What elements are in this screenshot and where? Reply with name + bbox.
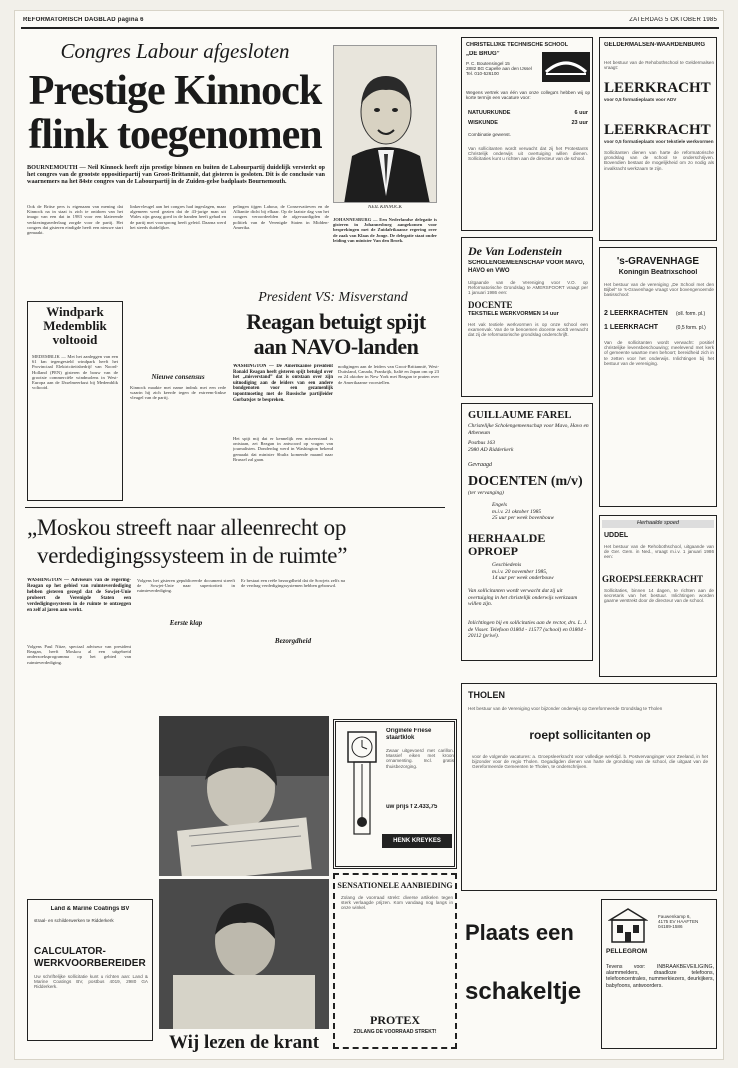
cts-address: P. C. Boutensingel 15 2882 BG Capelle aan den IJssel Tel. 010-526100	[466, 61, 532, 77]
geld-body: Sollicitanten dienen van harte de reformatorische grondslag van de school te onderschrijven. Bovendien bestaat de mogelijkheid om zo nodig als invalkracht werkzaam te zijn.	[604, 150, 714, 171]
tholen-body: voor de volgende vacatures: a. Groepsleerkracht voor volledige werktijd. b. Postvervanginger voor Zeeland, in het bijzonder voor de regio Tholen. Gegadigden dienen van harte de grondslag van de school, die uitgaat van de Gereformeerde Gemeenten te Tholen, te onderschrijven.	[472, 754, 708, 770]
geld-job-1-sub: voor 0,5 formatieplaats voor ADV	[604, 97, 677, 102]
geld-intro: Het bestuur van de Rehobothschool te Geldermalsen vraagt:	[604, 60, 714, 71]
ad-van-lodenstein	[461, 237, 593, 397]
cts-subject-2: WISKUNDE	[468, 120, 498, 126]
windpark-text: MEDEMBLIK — Met het aanleggen van een 61 km tegengesteld windpark heeft het Provinciaal Elektriciteitsbedrijf van Noord-Holland (PEN) gisteren de bouw van de grootste commerciële windmolens in West-Europa aan de IJsselmeerkust bij Medemblik voltooid.	[32, 354, 118, 391]
lodenstein-body: Het vak textiele werkvormen is op onze school een examenvak. Van de te benoemen docente wordt verwacht dat zij de reformatorische grondslag onderschrijft.	[468, 322, 588, 338]
gravenhage-title: 's-GRAVENHAGE	[616, 256, 700, 267]
kreykes-shop: HENK KREYKES	[382, 834, 452, 848]
reagan-headline-line2: aan NAVO-landen	[253, 334, 419, 359]
kinnock-caption: NEIL KINNOCK	[368, 205, 402, 210]
pellegrom-text: Tevens voor: INBRAAKBEVEILIGING, alarmmelders, draadloze telefoons, telefooncentrales, nummerkiezers, deurkijkers, babyfoons, antwoorders.	[606, 964, 714, 989]
gravenhage-job-2: 1 LEERKRACHT	[604, 324, 659, 331]
coatings-job-line2: WERKVOORBEREIDER	[34, 958, 146, 969]
coatings-body: Uw schriftelijke sollicitatie kunt u richten aan: Land & Marine Coatings BV, postbus 4019, 2980 GA Ridderkerk.	[34, 974, 148, 990]
de-brug-logo-icon	[542, 52, 590, 82]
schakeltje-line-2: schakeltje	[465, 978, 582, 1005]
children-photo-bottom	[159, 879, 329, 1029]
gravenhage-job-1: 2 LEERKRACHTEN	[604, 310, 668, 317]
protex-logo: PROTEX	[369, 1013, 420, 1027]
farel-name: GUILLAUME FAREL	[468, 410, 572, 421]
krant-slogan: Wij lezen de krant	[168, 1032, 320, 1053]
cts-combination: Combinatie gewenst.	[468, 132, 511, 137]
uddel-body: Sollicitaties, binnen 14 dagen, te richten aan de secretaris van het bestuur. Inlichtingen worden gaarne verstrekt door de directeur van de school.	[604, 588, 714, 604]
child-newspaper-image	[159, 879, 329, 1029]
pellegrom-name: PELLEGROM	[606, 948, 648, 955]
herhaalde-line-1: HERHAALDE	[468, 532, 546, 545]
kreykes-text: Zwaar uitgevoerd met carillon. Massief eiken met kroon ornamenting. Incl. gratis thuisbezorging.	[386, 748, 454, 769]
farel-type: Christelijke Scholengemeenschap voor Mavo, Havo en Atheneum	[468, 423, 589, 436]
page-header-right: ZATERDAG 5 OKTOBER 1985	[629, 17, 717, 23]
uddel-title: UDDEL	[604, 532, 629, 539]
cts-body: Van sollicitanten wordt verwacht dat zij het Protestants Christelijk onderwijs uit overtuiging willen dienen. Sollicitaties kunt u richten aan de directeur van de school.	[468, 146, 588, 162]
page-header-left: REFORMATORISCH DAGBLAD pagina 6	[23, 17, 144, 23]
coatings-name: Land & Marine Coatings BV	[50, 906, 130, 912]
geld-job-1: LEERKRACHT	[604, 80, 711, 96]
herhaalde-text: Van sollicitanten wordt verwacht dat zij uit overtuiging in het christelijk onderwijs werkzaam willen zijn.	[468, 588, 578, 607]
johannesburg-brief: JOHANNESBURG — Een Nederlandse delegatie is gisteren in Johannesburg aangekomen voor besprekingen met de Zuidafrikaanse regering over de zaak van Klaas de Jonge. De delegatie staat onder leiding van minister Van den Broek.	[333, 217, 437, 243]
lodenstein-docente-sub: TEKSTIELE WERKVORMEN 14 uur	[468, 311, 559, 317]
protex-slogan: ZOLANG DE VOORRAAD STREKT!	[353, 1029, 437, 1035]
uddel-spoed: Herhaalde spoed	[602, 520, 714, 528]
herhaalde-line-2: OPROEP	[468, 545, 518, 558]
geld-job-2: LEERKRACHT	[604, 122, 711, 138]
geld-job-2-sub: voor 0,5 formatieplaats voor tekstiele werkvormen	[604, 139, 714, 144]
kinnock-kicker: Congres Labour afgesloten	[60, 39, 290, 63]
gravenhage-school: Koningin Beatrixschool	[618, 269, 698, 276]
reagan-column-2: nodigingen aan de leiders van Groot-Brittannië, West-Duitsland, Canada, Frankrijk, Italië en Japan om op 23 en 24 oktober in New York met Reagan te praten over de Amerikaanse voorstellen.	[338, 364, 439, 385]
lodenstein-name: De Van Lodenstein	[468, 244, 563, 258]
ad-pellegrom	[601, 899, 717, 1049]
cts-intro: Wegens vertrek van één van onze collega's hebben wij op korte termijn een vacature voor:	[466, 90, 590, 101]
cts-subject-1: NATUURKUNDE	[468, 110, 511, 116]
moskou-subhead-eerste-klap: Eerste klap	[169, 619, 203, 627]
kinnock-column-2b: Kinnock maakte met name indruk met een rede waarin hij zich keerde tegen de extreem-linkse vleugel van de partij.	[130, 385, 226, 401]
kinnock-subhead-consensus: Nieuwe consensus	[151, 373, 205, 381]
reagan-column-1b: Het spijt mij dat er kennelijk een misverstand is ontstaan, zei Reagan in antwoord op vragen van journalisten. Donderdag werd in Washington bekend gemaakt dat minister Shultz komende maand naar Brussel zal gaan.	[233, 436, 333, 462]
farel-gevraagd: Gevraagd	[468, 462, 492, 468]
coatings-ad	[27, 899, 153, 1041]
newspaper-page	[14, 10, 724, 1060]
farel-address: Postbus 163 2980 AD Ridderkerk	[468, 440, 514, 453]
pellegrom-building-icon	[608, 906, 648, 946]
lodenstein-docente: DOCENTE	[468, 300, 513, 310]
kreykes-price: uw prijs f 2.433,75	[386, 804, 438, 810]
ad-schakeltje	[461, 899, 597, 1049]
pellegrom-address: Fauwenkamp 6, 4175 EV HAAFTEN 04189-1586	[658, 914, 699, 930]
aanbieding-ad	[333, 873, 457, 1049]
kreykes-title: Originele Friese staartklok	[386, 728, 432, 741]
cts-school: CHRISTELIJKE TECHNISCHE SCHOOL	[466, 42, 569, 48]
moskou-column-3: Er bestaat een reële bezorgdheid dat de Sowjets zelfs na de verdrag verdedigingssystemen hebben gebouwd.	[241, 578, 345, 589]
kinnock-headline-line2: flink toegenomen	[28, 113, 322, 158]
cts-hours-2: 23 uur	[571, 120, 588, 126]
gravenhage-job-2-sub: (0,5 form. pl.)	[676, 325, 706, 331]
aanbieding-list: Zolang de voorraad strekt: diverse artikelen tegen sterk verlaagde prijzen. Kom vandaag nog langs in onze winkel.	[341, 895, 453, 911]
gravenhage-body: Van de sollicitanten wordt verwacht: positief christelijke levensbeschouwing; meelevend met kerk of gemeente waartoe men behoort; bereidheid zich in te zetten voor het onderwijs. Inlichtingen bij het bestuur van de vereniging.	[604, 340, 714, 366]
moskou-headline-line1: „Moskou streeft naar alleenrecht op	[27, 515, 347, 540]
kreykes-ad	[333, 719, 457, 869]
kinnock-lead: BOURNEMOUTH — Neil Kinnock heeft zijn prestige binnen en buiten de Labourpartij duidelijk versterkt op het congres van de grootste oppositiepartij van Groot-Brittannië, dat gisteren is gesloten. Dit is de conclusie van waarnemers na het 84ste congres van de Labourpartij in de Zuiden-gelse badplaats Bournemouth.	[27, 164, 325, 186]
friese-clock-icon	[344, 730, 380, 840]
gravenhage-intro: Het bestuur van de vereniging „De School met den Bijbel” te 's-Gravenhage vraagt voor bovengenoemde basisschool:	[604, 282, 714, 298]
geld-title: GELDERMALSEN-WAARDENBURG	[604, 42, 705, 48]
reagan-lead: WASHINGTON — De Amerikaanse president Ronald Reagan heeft gisteren spijt betuigd over het „misverstand” dat is ontstaan over zijn uitnodiging aan de leiders van een andere bondgenoten voor een gezamenlijk topontmoeting met de Russische partijleider Gorbatsjov te bespreken.	[233, 364, 333, 403]
ad-guillaume-farel	[461, 403, 593, 661]
windpark-box	[27, 301, 123, 501]
kinnock-column-2: linkervleugel aan het congres had ingeslagen, maar algemeen werd gezien dat de 43-jarige man uit Wales zijn gezag goed in de handen heeft gehad en de partij met voorsprong heeft geleid. Daarna werd het steeds duidelijker.	[130, 204, 226, 230]
uddel-intro: Het bestuur van de Rehobothschool, uitgaande van de Ger. Gem. in Ned., vraagt m.i.v. 1 januari 1986 een:	[604, 544, 714, 560]
cts-name: „DE BRUG”	[466, 51, 500, 57]
kinnock-photo	[333, 45, 437, 203]
farel-engels: Engels m.i.v. 21 oktober 1985 25 uur per week bovenbouw	[492, 502, 555, 521]
farel-job: DOCENTEN (m/v)	[468, 474, 583, 489]
kinnock-portrait-image	[334, 46, 437, 203]
moskou-column-2: Volgens het gisteren gepubliceerde document streeft de Sowjet-Unie naar superioriteit in ruimteverdediging.	[137, 578, 235, 594]
windpark-headline: Windpark Medemblik voltooid	[43, 305, 107, 347]
lodenstein-intro: Uitgaande van de Vereniging voor V.O. op Reformatorische Grondslag te AMERSFOORT vraagt per 1 januari 1986 een:	[468, 280, 588, 296]
tholen-title: THOLEN	[468, 690, 505, 700]
gravenhage-job-1-sub: (oll. form. pl.)	[676, 311, 706, 317]
reagan-kicker: President VS: Misverstand	[258, 290, 408, 305]
ad-s-gravenhage	[599, 247, 717, 507]
moskou-column-1: Volgens Paul Nitze, speciaal adviseur van president Reagan, heeft Moskou al een uitgebreid onderzoeksprogramma op het gebied van ruimteverdediging.	[27, 644, 131, 665]
herhaalde-contact: Inlichtingen bij en sollicitaties aan de rector, drs. L. J. de Visser. Telefoon 01804 - 11577 (school) en 01804 - 20112 (privé).	[468, 620, 588, 639]
moskou-lead: WASHINGTON — Adviseurs van de regering-Reagan op het gebied van ruimteverdediging hebben gisteren gezegd dat de Sowjet-Unie probeert de Verenigde Staten een verdedigingssysteem in de ruimte te ontzeggen en zelf al jaren aan werkt.	[27, 578, 131, 613]
schakeltje-line-1: Plaats een	[465, 920, 574, 945]
ad-cts-de-brug	[461, 37, 593, 231]
moskou-top-rule	[25, 507, 445, 508]
coatings-intro: straal- en schilderwerken te Ridderkerk	[34, 918, 114, 923]
ad-geldermalsen	[599, 37, 717, 241]
children-photo-top	[159, 716, 329, 876]
moskou-headline-line2: verdedigingssysteem in de ruimte”	[37, 543, 348, 568]
aanbieding-title: SENSATIONELE AANBIEDING	[337, 881, 453, 890]
coatings-job-line1: CALCULATOR-	[34, 946, 106, 957]
ad-uddel	[599, 515, 717, 677]
herhaalde-vak: Geschiedenis m.i.v. 20 november 1985, 14 uur per week onderbouw	[492, 562, 554, 581]
lodenstein-type: SCHOLENGEMEENSCHAP VOOR MAVO, HAVO en VWO	[468, 260, 585, 274]
ad-tholen	[461, 683, 717, 891]
child-reading-image	[159, 716, 329, 876]
moskou-subhead-bezorgdheid: Bezorgdheid	[274, 637, 312, 645]
uddel-job: GROEPSLEERKRACHT	[602, 574, 703, 584]
tholen-intro: Het bestuur van de Vereniging voor bijzonder onderwijs op Gereformeerde Grondslag te Tholen	[468, 706, 663, 711]
reagan-headline-line1: Reagan betuigt spijt	[246, 309, 426, 334]
tholen-roept: roept sollicitanten op	[529, 728, 651, 742]
farel-subject: (ter vervanging)	[468, 490, 504, 496]
kinnock-column-1: Ook de Britse pers is eigenaam van mening dat Kinnock na in staat is zich te ontdoen van het imago van een dat in 1983 voor een klaterende verkiezingsnederlaag zorgde voor de partij. Het congres dat gisteren eindigde heeft een nieuwe start gemaakt.	[27, 204, 123, 236]
cts-hours-1: 6 uur	[574, 110, 588, 116]
header-rule	[21, 27, 719, 29]
kinnock-headline-line1: Prestige Kinnock	[28, 69, 322, 113]
kinnock-column-3: pelingen tijgen Labour, de Conservatieven en de Alliantie dicht bij elkaar. Op de laatste dag van het congres veroordeelden de afgevaardigden de politiek van de Verenigde Staten in Midden-Amerika.	[233, 204, 329, 230]
